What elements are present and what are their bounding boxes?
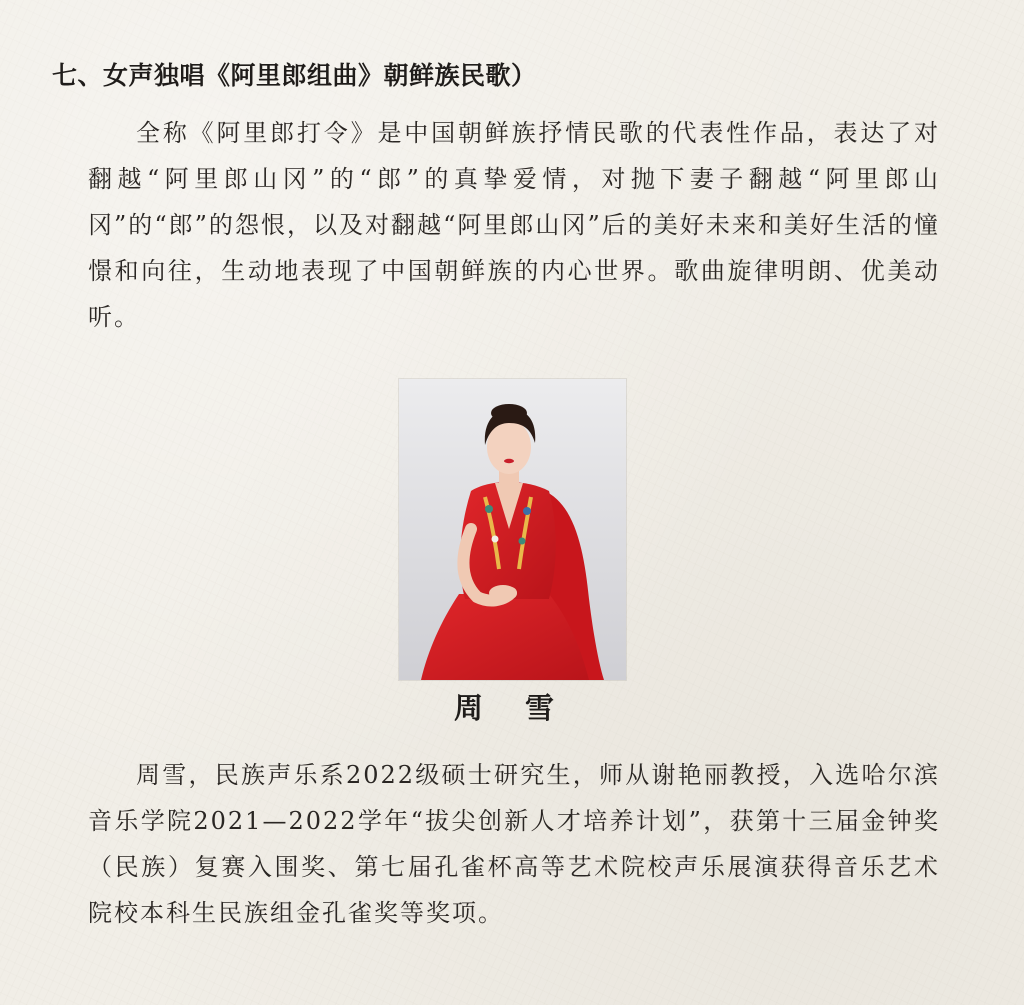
performer-photo	[399, 379, 626, 680]
performer-name: 周 雪	[453, 691, 571, 725]
intro-paragraph: 全称《阿里郎打令》是中国朝鲜族抒情民歌的代表性作品，表达了对翻越“阿里郎山冈”的“郎”的真挚爱情，对抛下妻子翻越“阿里郎山冈”的“郎”的怨恨，以及对翻越“阿里郎山冈”后的美好未来和美好生活的憧憬和向往，生动地表现了中国朝鲜族的内心世界。歌曲旋律明朗、优美动听。	[88, 119, 940, 331]
section-title: 七、女声独唱《阿里郎组曲》朝鲜族民歌）	[52, 61, 537, 90]
portrait-photo-icon	[399, 379, 626, 680]
performer-bio: 周雪，民族声乐系2022级硕士研究生，师从谢艳丽教授，入选哈尔滨音乐学院2021—2022学年“拔尖创新人才培养计划”，获第十三届金钟奖（民族）复赛入围奖、第七届孔雀杯高等艺术院校声乐展演获得音乐艺术院校本科生民族组金孔雀奖等奖项。	[88, 761, 940, 927]
